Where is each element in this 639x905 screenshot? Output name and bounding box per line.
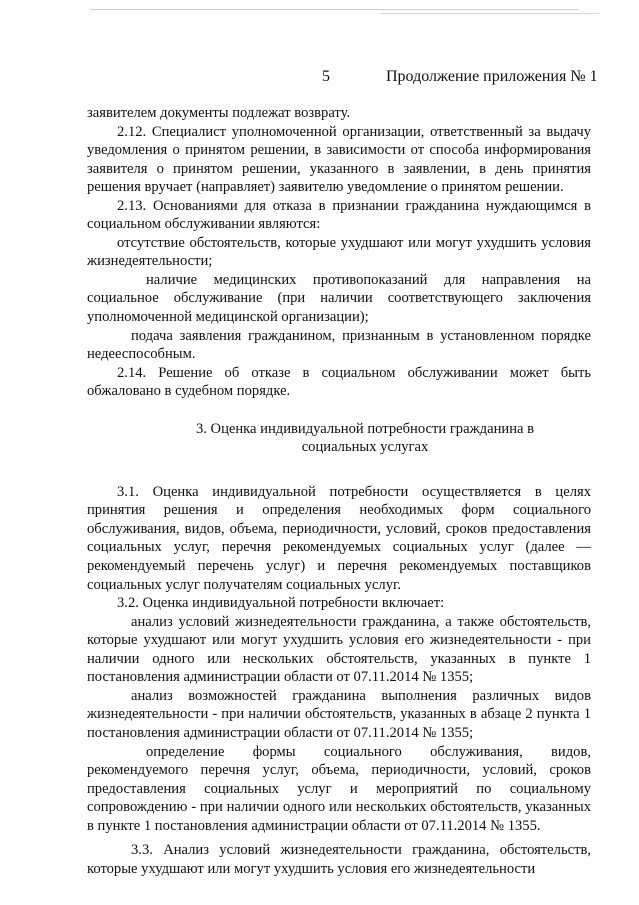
paragraph: 2.14. Решение об отказе в социальном обслуживании может быть обжаловано в судебном порядке. [87, 364, 591, 400]
document-body [87, 104, 591, 878]
paragraph: подача заявления гражданином, признанным в установленном порядке недееспособным. [87, 327, 591, 363]
paragraph: 3.1. Оценка индивидуальной потребности осуществляется в целях принятия решения и определения необходимых форм социального обслуживания, видов, объема, периодичности, условий, сроков предоставления социальных услуг, перечня рекомендуемых социальных услуг (далее — рекомендуемый перечень услуг) и перечня рекомендуемых поставщиков социальных услуг получателям социальных услуг. [87, 483, 591, 593]
scan-edge-line [380, 13, 599, 14]
paragraph: наличие медицинских противопоказаний для направления на социальное обслуживание (при наличии соответствующего заключения уполномоченной медицинской организации); [87, 271, 591, 326]
paragraph: 2.13. Основаниями для отказа в признании гражданина нуждающимся в социальном обслуживании являются: [87, 197, 591, 233]
paragraph: 3.3. Анализ условий жизнедеятельности гражданина, обстоятельств, которые ухудшают или могут ухудшить условия его жизнедеятельности [87, 842, 591, 877]
paragraph: анализ условий жизнедеятельности гражданина, а также обстоятельств, которые ухудшают или могут ухудшить условия его жизнедеятельности - при наличии одного или нескольких обстоятельств, указанных в пункте 1 постановления администрации области от 07.11.2014 № 1355; [87, 613, 591, 686]
page-number: 5 [322, 68, 330, 85]
appendix-header: Продолжение приложения № 1 [386, 68, 598, 85]
paragraph: определение формы социального обслуживания, видов, рекомендуемого перечня услуг, объема, периодичности, условий, сроков предоставления социальных услуг и мероприятий по социальному сопровождению - при наличии одного или нескольких обстоятельств, указанных в пункте 1 постановления администрации области от 07.11.2014 № 1355. [87, 743, 591, 834]
paragraph: 3.2. Оценка индивидуальной потребности включает: [117, 595, 445, 612]
scan-edge-line [90, 9, 579, 10]
paragraph: анализ возможностей гражданина выполнения различных видов жизнедеятельности - при наличии обстоятельств, указанных в абзаце 2 пункта 1 постановления администрации области от 07.11.2014 № 1355; [87, 687, 591, 741]
paragraph: заявителем документы подлежат возврату. [87, 105, 351, 121]
paragraph: 2.12. Специалист уполномоченной организации, ответственный за выдачу уведомления о принятом решении, в зависимости от способа информирования заявителя о принятом решении, указанного в заявлении, в день принятия решения вручает (направляет) заявителю уведомление о принятом решении. [87, 123, 591, 196]
section-heading: 3. Оценка индивидуальной потребности гражданина в социальных услугах [195, 420, 535, 456]
paragraph: отсутствие обстоятельств, которые ухудшают или могут ухудшить условия жизнедеятельности; [87, 234, 591, 270]
